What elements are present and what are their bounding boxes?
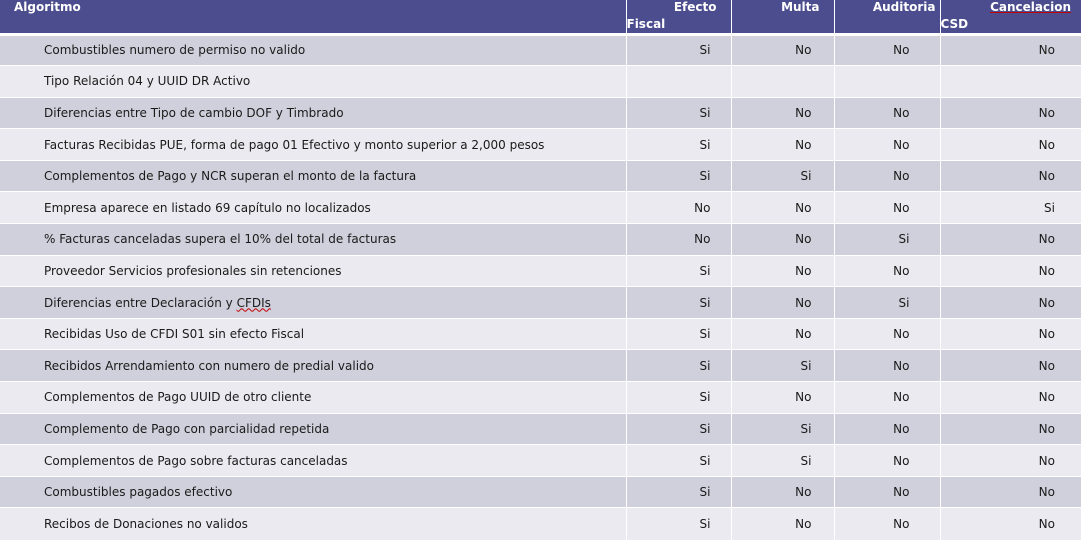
multa-cell: No <box>731 382 834 414</box>
efecto-fiscal-cell: Si <box>626 350 731 382</box>
header-efecto-top: Efecto <box>673 0 717 14</box>
algorithm-name-cell: Proveedor Servicios profesionales sin retenciones <box>0 255 626 287</box>
auditoria-cell: No <box>834 255 940 287</box>
cancelacion-csd-cell: No <box>940 34 1081 66</box>
algorithm-name-cell: Complementos de Pago y NCR superan el monto de la factura <box>0 160 626 192</box>
efecto-fiscal-cell: Si <box>626 129 731 161</box>
efecto-fiscal-cell: Si <box>626 445 731 477</box>
table-row <box>0 382 1081 414</box>
cancelacion-csd-cell: No <box>940 255 1081 287</box>
algorithm-name-cell: Empresa aparece en listado 69 capítulo no localizados <box>0 192 626 224</box>
multa-cell: No <box>731 34 834 66</box>
algorithm-name-cell: Diferencias entre Declaración y CFDIs <box>0 287 626 319</box>
auditoria-cell: No <box>834 34 940 66</box>
efecto-fiscal-cell: Si <box>626 287 731 319</box>
table-row <box>0 66 1081 98</box>
cancelacion-csd-cell: No <box>940 97 1081 129</box>
cancelacion-csd-cell <box>940 66 1081 98</box>
cancelacion-csd-cell: No <box>940 287 1081 319</box>
algorithm-name-cell: Recibidas Uso de CFDI S01 sin efecto Fiscal <box>0 318 626 350</box>
table-row <box>0 287 1081 319</box>
cancelacion-csd-cell: No <box>940 224 1081 256</box>
multa-cell <box>731 66 834 98</box>
algorithm-name-cell: Facturas Recibidas PUE, forma de pago 01 Efectivo y monto superior a 2,000 pesos <box>0 129 626 161</box>
algorithm-name-cell: % Facturas canceladas supera el 10% del total de facturas <box>0 224 626 256</box>
cancelacion-csd-cell: No <box>940 160 1081 192</box>
multa-cell: No <box>731 255 834 287</box>
efecto-fiscal-cell: Si <box>626 476 731 508</box>
auditoria-cell: Si <box>834 224 940 256</box>
auditoria-cell: No <box>834 192 940 224</box>
algorithm-name-cell: Recibidos Arrendamiento con numero de predial valido <box>0 350 626 382</box>
algorithm-name-cell: Tipo Relación 04 y UUID DR Activo <box>0 66 626 98</box>
cancelacion-csd-cell: Si <box>940 192 1081 224</box>
efecto-fiscal-cell: Si <box>626 318 731 350</box>
table-row <box>0 129 1081 161</box>
spellcheck-underline: CFDIs <box>236 295 271 310</box>
auditoria-cell: No <box>834 318 940 350</box>
efecto-fiscal-cell: Si <box>626 382 731 414</box>
table-row <box>0 97 1081 129</box>
multa-cell: No <box>731 97 834 129</box>
efecto-fiscal-cell: No <box>626 224 731 256</box>
efecto-fiscal-cell: Si <box>626 255 731 287</box>
efecto-fiscal-cell: Si <box>626 413 731 445</box>
table-row <box>0 255 1081 287</box>
cancelacion-csd-cell: No <box>940 445 1081 477</box>
auditoria-cell: No <box>834 445 940 477</box>
algorithm-name-cell: Diferencias entre Tipo de cambio DOF y Timbrado <box>0 97 626 129</box>
algorithm-name-cell: Complementos de Pago UUID de otro cliente <box>0 382 626 414</box>
table-row <box>0 508 1081 540</box>
auditoria-cell: No <box>834 97 940 129</box>
table-row <box>0 318 1081 350</box>
header-algoritmo: Algoritmo <box>0 0 626 34</box>
multa-cell: No <box>731 318 834 350</box>
algorithm-name-cell: Combustibles pagados efectivo <box>0 476 626 508</box>
cancelacion-csd-cell: No <box>940 350 1081 382</box>
header-multa: Multa <box>731 0 834 34</box>
header-efecto-bottom: Fiscal <box>626 16 666 31</box>
cancelacion-csd-cell: No <box>940 508 1081 540</box>
algorithm-name-cell: Combustibles numero de permiso no valido <box>0 34 626 66</box>
cancelacion-csd-cell: No <box>940 476 1081 508</box>
table-row <box>0 476 1081 508</box>
table-row <box>0 192 1081 224</box>
table-row <box>0 350 1081 382</box>
auditoria-cell: No <box>834 129 940 161</box>
algorithm-name-cell: Complemento de Pago con parcialidad repetida <box>0 413 626 445</box>
auditoria-cell: No <box>834 350 940 382</box>
multa-cell: No <box>731 476 834 508</box>
multa-cell: No <box>731 192 834 224</box>
cancelacion-csd-cell: No <box>940 413 1081 445</box>
header-row <box>0 0 1081 34</box>
algorithm-name-cell: Complementos de Pago sobre facturas canceladas <box>0 445 626 477</box>
multa-cell: Si <box>731 445 834 477</box>
header-auditoria: Auditoria <box>834 0 940 34</box>
header-cancelacion-csd <box>940 0 1081 34</box>
cancelacion-csd-cell: No <box>940 382 1081 414</box>
multa-cell: Si <box>731 350 834 382</box>
cancelacion-csd-cell: No <box>940 318 1081 350</box>
table-row <box>0 224 1081 256</box>
algorithm-name-cell: Recibos de Donaciones no validos <box>0 508 626 540</box>
header-efecto-fiscal <box>626 0 731 34</box>
auditoria-cell: Si <box>834 287 940 319</box>
auditoria-cell: No <box>834 413 940 445</box>
auditoria-cell: No <box>834 382 940 414</box>
table-row <box>0 413 1081 445</box>
efecto-fiscal-cell <box>626 66 731 98</box>
efecto-fiscal-cell: Si <box>626 508 731 540</box>
efecto-fiscal-cell: No <box>626 192 731 224</box>
auditoria-cell: No <box>834 508 940 540</box>
header-cancelacion-top: Cancelacion <box>990 0 1071 14</box>
table-row <box>0 34 1081 66</box>
auditoria-cell: No <box>834 160 940 192</box>
efecto-fiscal-cell: Si <box>626 97 731 129</box>
efecto-fiscal-cell: Si <box>626 160 731 192</box>
multa-cell: Si <box>731 413 834 445</box>
table-row <box>0 160 1081 192</box>
efecto-fiscal-cell: Si <box>626 34 731 66</box>
multa-cell: Si <box>731 160 834 192</box>
multa-cell: No <box>731 224 834 256</box>
multa-cell: No <box>731 508 834 540</box>
auditoria-cell: No <box>834 476 940 508</box>
multa-cell: No <box>731 129 834 161</box>
multa-cell: No <box>731 287 834 319</box>
auditoria-cell <box>834 66 940 98</box>
header-cancelacion-bottom: CSD <box>940 16 969 31</box>
table-row <box>0 445 1081 477</box>
cancelacion-csd-cell: No <box>940 129 1081 161</box>
